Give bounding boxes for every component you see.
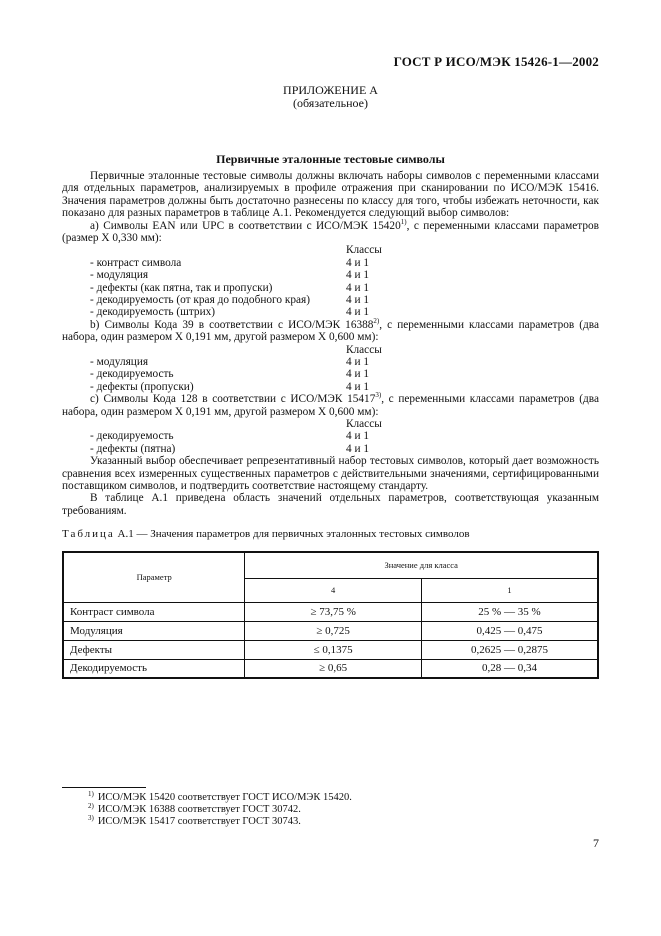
class-1-cell: 25 % — 35 % bbox=[421, 602, 598, 621]
list-item-parameter: - дефекты (как пятна, так и пропуски) bbox=[90, 281, 273, 294]
item-b-text bbox=[62, 319, 599, 344]
footnote-ref-3: 3) bbox=[375, 391, 382, 400]
footnote-separator bbox=[62, 787, 146, 788]
param-cell: Модуляция bbox=[63, 621, 245, 640]
footnote bbox=[88, 801, 352, 816]
class-list-item bbox=[62, 257, 599, 269]
footnote-text: ИСО/МЭК 16388 соответствует ГОСТ 30742. bbox=[97, 804, 301, 815]
class-4-cell: ≥ 0,65 bbox=[245, 659, 422, 678]
header-value: Значение для класса bbox=[245, 552, 598, 578]
header-class-1: 1 bbox=[421, 578, 598, 602]
table-row bbox=[63, 640, 598, 659]
class-1-cell: 0,2625 — 0,2875 bbox=[421, 640, 598, 659]
class-4-cell: ≤ 0,1375 bbox=[245, 640, 422, 659]
list-item-classes: 4 и 1 bbox=[346, 356, 369, 369]
list-item-classes: 4 и 1 bbox=[346, 442, 369, 455]
item-b-list bbox=[62, 356, 599, 393]
footnote-mark: 1) bbox=[88, 789, 94, 798]
class-list-item bbox=[62, 294, 599, 306]
list-item-classes: 4 и 1 bbox=[346, 430, 369, 443]
document-header: ГОСТ Р ИСО/МЭК 15426-1—2002 bbox=[393, 54, 599, 69]
item-c-lead: с) Символы Кода 128 в соответствии с ИСО/МЭК 15417 bbox=[90, 393, 376, 406]
list-item-parameter: - контраст символа bbox=[90, 256, 182, 269]
table-row bbox=[63, 602, 598, 621]
paragraph-3: В таблице А.1 приведена область значений отдельных параметров, соответствующая указанным требованиям. bbox=[62, 492, 599, 517]
class-1-cell: 0,425 — 0,475 bbox=[421, 621, 598, 640]
footnote-mark: 3) bbox=[88, 813, 94, 822]
appendix-heading bbox=[0, 84, 661, 110]
item-a-list bbox=[62, 257, 599, 319]
list-item-parameter: - модуляция bbox=[90, 356, 149, 369]
table-row bbox=[63, 659, 598, 678]
class-list-item bbox=[62, 430, 599, 442]
list-item-parameter: - декодируемость (штрих) bbox=[90, 306, 216, 319]
item-c-tail: , с переменными классами параметров (два набора, один размером X 0,191 мм, другой размером X 0,600 мм): bbox=[62, 393, 599, 418]
item-c-text bbox=[62, 393, 599, 418]
list-item-classes: 4 и 1 bbox=[346, 294, 369, 307]
list-item-classes: 4 и 1 bbox=[346, 368, 369, 381]
intro-paragraph: Первичные эталонные тестовые символы должны включать наборы символов с переменными классами для отдельных параметров, анализируемых в профиле отражения при сканировании по ИСО/МЭК 15416. Значения параметров должны быть достаточно разнесены по классу для того, чтобы избежать неточности, как показано для разных параметров в таблице А.1. Рекомендуется следующий выбор символов: bbox=[62, 170, 599, 220]
header-class-4: 4 bbox=[245, 578, 422, 602]
footnote-text: ИСО/МЭК 15420 соответствует ГОСТ ИСО/МЭК 15420. bbox=[97, 792, 352, 803]
table-body bbox=[63, 602, 598, 678]
list-item-parameter: - декодируемость (от края до подобного края) bbox=[90, 294, 310, 307]
section-title: Первичные эталонные тестовые символы bbox=[216, 152, 445, 166]
footnote-ref-2: 2) bbox=[373, 317, 380, 326]
class-list-item bbox=[62, 356, 599, 368]
footnote-text: ИСО/МЭК 15417 соответствует ГОСТ 30743. bbox=[97, 816, 301, 827]
item-a-lead: а) Символы EAN или UPC в соответствии с ИСО/МЭК 15420 bbox=[90, 219, 401, 232]
class-4-cell: ≥ 73,75 % bbox=[245, 602, 422, 621]
list-item-classes: 4 и 1 bbox=[346, 256, 369, 269]
item-b-tail: , с переменными классами параметров (два набора, один размером X 0,191 мм, другой размером X 0,600 мм): bbox=[62, 318, 599, 344]
class-1-cell: 0,28 — 0,34 bbox=[421, 659, 598, 678]
footnote bbox=[88, 789, 352, 804]
appendix-subtitle: (обязательное) bbox=[293, 96, 368, 110]
parameters-table bbox=[62, 551, 599, 679]
table-caption-text: А.1 — Значения параметров для первичных эталонных тестовых символов bbox=[114, 528, 470, 540]
class-list-item bbox=[62, 269, 599, 281]
footnote bbox=[88, 813, 352, 828]
class-list-item bbox=[62, 443, 599, 455]
item-a-classes-label: Классы bbox=[346, 244, 382, 257]
item-c-list bbox=[62, 430, 599, 455]
class-list-item bbox=[62, 368, 599, 380]
class-list-item bbox=[62, 306, 599, 318]
class-4-cell: ≥ 0,725 bbox=[245, 621, 422, 640]
footnote-mark: 2) bbox=[88, 801, 94, 810]
table-caption-prefix: Таблица bbox=[62, 528, 115, 540]
list-item-parameter: - модуляция bbox=[90, 269, 149, 282]
list-item-classes: 4 и 1 bbox=[346, 306, 369, 319]
paragraph-2: Указанный выбор обеспечивает репрезентативный набор тестовых символов, который дает возможность сравнения всех измеренных существенных параметров с действительными значениями, сертифицированными поставщиком символов, и подтвердить соответствие настоящему стандарту. bbox=[62, 455, 599, 492]
page-number: 7 bbox=[593, 836, 599, 850]
class-list-item bbox=[62, 282, 599, 294]
list-item-classes: 4 и 1 bbox=[346, 380, 369, 393]
appendix-title: ПРИЛОЖЕНИЕ А bbox=[283, 83, 378, 97]
table-caption bbox=[62, 528, 470, 540]
param-cell: Дефекты bbox=[63, 640, 245, 659]
item-a-text bbox=[62, 217, 599, 245]
item-b-lead: b) Символы Кода 39 в соответствии с ИСО/МЭК 16388 bbox=[90, 318, 374, 331]
list-item-parameter: - декодируемость bbox=[90, 368, 174, 381]
param-cell: Контраст символа bbox=[63, 602, 245, 621]
item-a-tail: , с переменными классами параметров (размер X 0,330 мм): bbox=[62, 219, 599, 245]
class-list-item bbox=[62, 381, 599, 393]
table-row bbox=[63, 621, 598, 640]
list-item-classes: 4 и 1 bbox=[346, 281, 369, 294]
table-header-row bbox=[63, 552, 598, 578]
list-item-parameter: - дефекты (пропуски) bbox=[90, 380, 194, 393]
footnote-ref-1: 1) bbox=[400, 217, 407, 226]
item-c-classes-label: Классы bbox=[346, 418, 382, 430]
body-text bbox=[62, 170, 599, 517]
list-item-parameter: - дефекты (пятна) bbox=[90, 442, 176, 455]
footnotes bbox=[88, 789, 352, 828]
list-item-parameter: - декодируемость bbox=[90, 430, 174, 443]
list-item-classes: 4 и 1 bbox=[346, 269, 369, 282]
header-parameter: Параметр bbox=[63, 552, 245, 602]
item-b-classes-label: Классы bbox=[346, 343, 382, 356]
param-cell: Декодируемость bbox=[63, 659, 245, 678]
